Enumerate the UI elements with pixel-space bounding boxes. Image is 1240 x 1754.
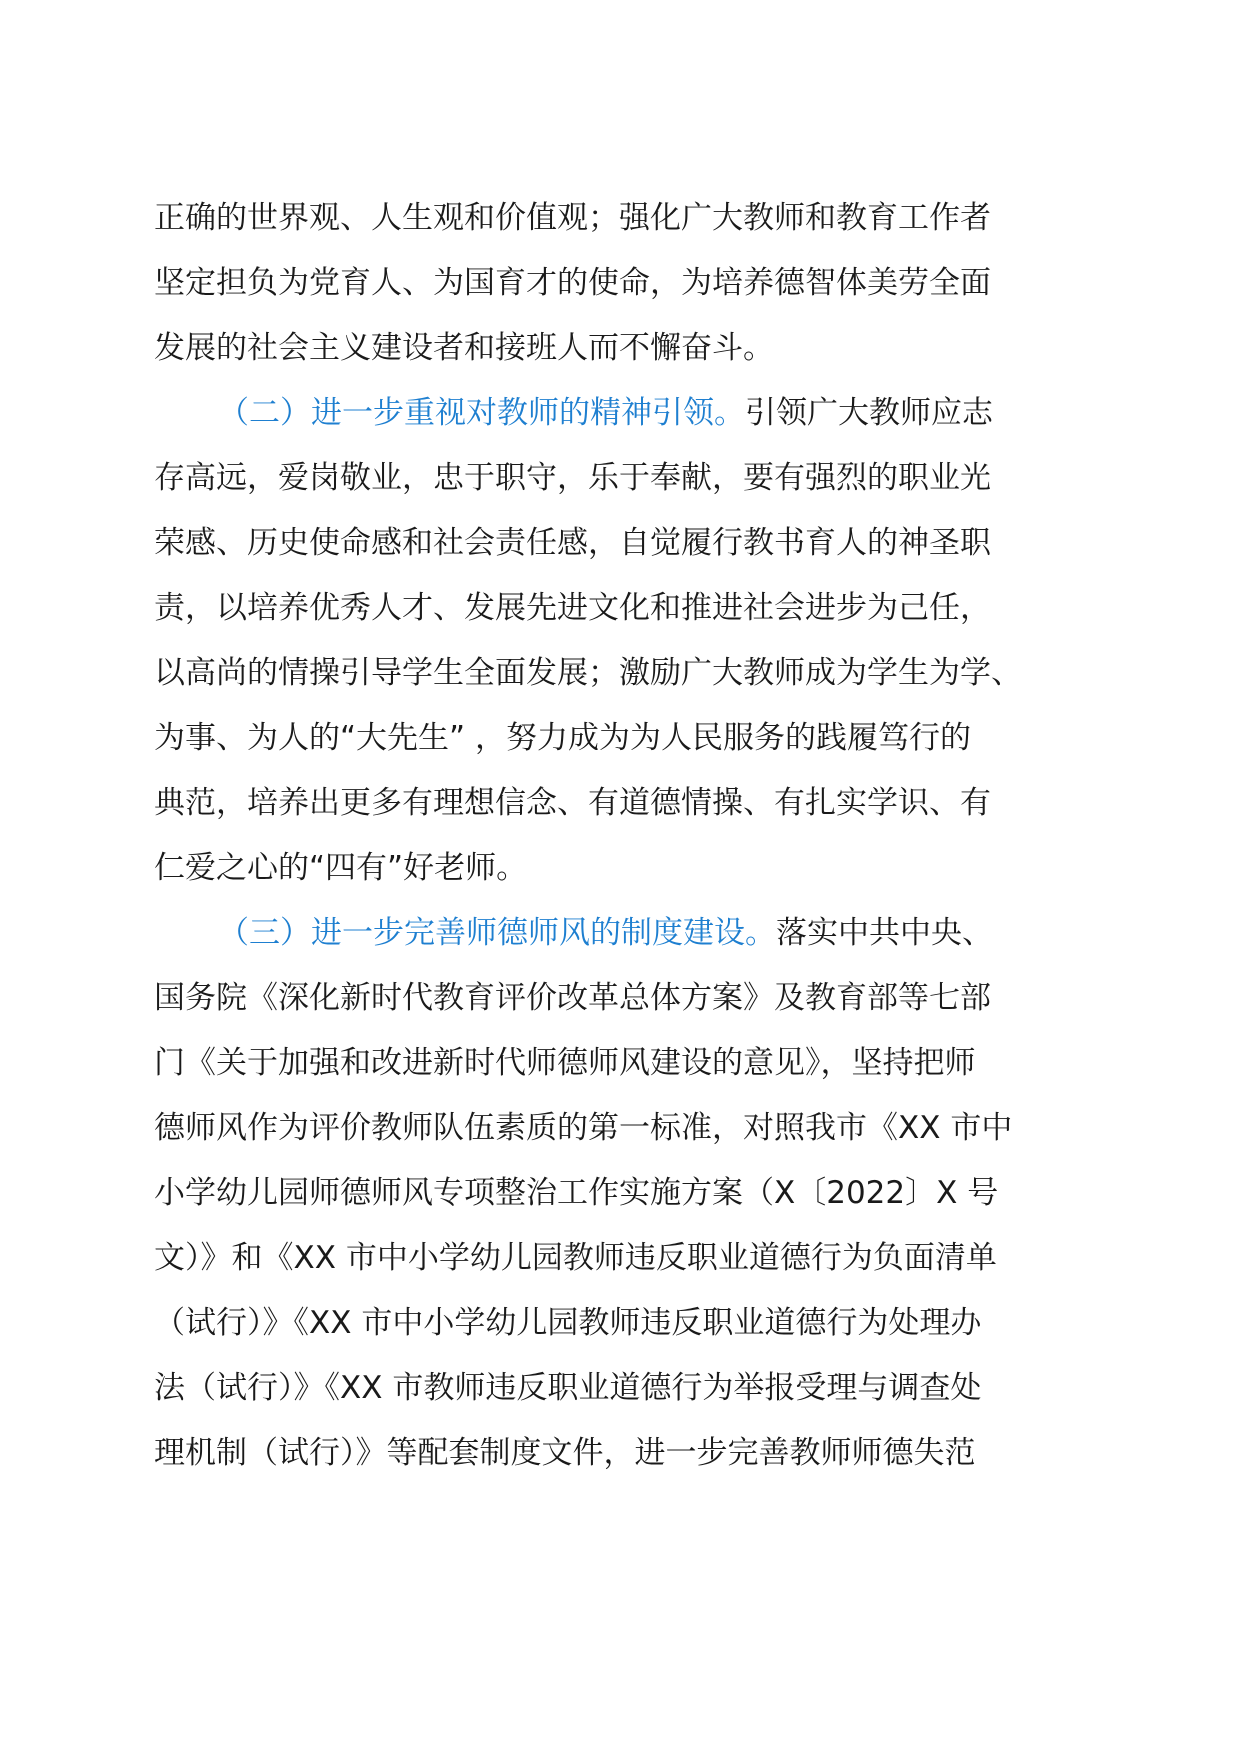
paragraph-2-first-line	[154, 381, 1090, 446]
paragraph-2-line: 以高尚的情操引导学生全面发展；激励广大教师成为学生为学、	[154, 655, 1022, 691]
paragraph-3-first-line-text: 落实中共中央、	[776, 915, 993, 951]
paragraph-3-line: 理机制（试行）》等配套制度文件，进一步完善教师师德失范	[154, 1435, 976, 1471]
document-body	[154, 186, 1090, 1486]
paragraph-1-line: 发展的社会主义建设者和接班人而不懈奋斗。	[154, 330, 774, 366]
paragraph-3-line: 文）》和《XX 市中小学幼儿园教师违反职业道德行为负面清单	[154, 1240, 997, 1276]
paragraph-3-line: （试行）》《XX 市中小学幼儿园教师违反职业道德行为处理办	[154, 1305, 982, 1341]
paragraph-3-line: 法（试行）》《XX 市教师违反职业道德行为举报受理与调查处	[154, 1370, 982, 1406]
paragraph-3-first-line	[154, 901, 1090, 966]
paragraph-2-line: 典范，培养出更多有理想信念、有道德情操、有扎实学识、有	[154, 785, 991, 821]
paragraph-2-line: 存高远，爱岗敬业，忠于职守，乐于奉献，要有强烈的职业光	[154, 460, 991, 496]
paragraph-3-line: 门《关于加强和改进新时代师德师风建设的意见》，坚持把师	[154, 1045, 976, 1081]
paragraph-2-line: 责，以培养优秀人才、发展先进文化和推进社会进步为己任，	[154, 590, 991, 626]
paragraph-3-line: 国务院《深化新时代教育评价改革总体方案》及教育部等七部	[154, 980, 991, 1016]
paragraph-1-line: 坚定担负为党育人、为国育才的使命，为培养德智体美劳全面	[154, 265, 991, 301]
section-heading-2: （二）进一步重视对教师的精神引领。	[218, 395, 745, 431]
paragraph-1-line: 正确的世界观、人生观和价值观；强化广大教师和教育工作者	[154, 200, 991, 236]
paragraph-2-line: 仁爱之心的“四有”好老师。	[154, 850, 528, 886]
paragraph-2-line: 荣感、历史使命感和社会责任感，自觉履行教书育人的神圣职	[154, 525, 991, 561]
paragraph-2-line: 为事、为人的“大先生” ，努力成为为人民服务的践履笃行的	[154, 720, 971, 756]
section-heading-3: （三）进一步完善师德师风的制度建设。	[218, 915, 776, 951]
paragraph-3-line: 德师风作为评价教师队伍素质的第一标准，对照我市《XX 市中	[154, 1110, 1013, 1146]
paragraph-2-first-line-text: 引领广大教师应志	[745, 395, 993, 431]
paragraph-3-line: 小学幼儿园师德师风专项整治工作实施方案（X〔2022〕X 号	[154, 1175, 999, 1211]
